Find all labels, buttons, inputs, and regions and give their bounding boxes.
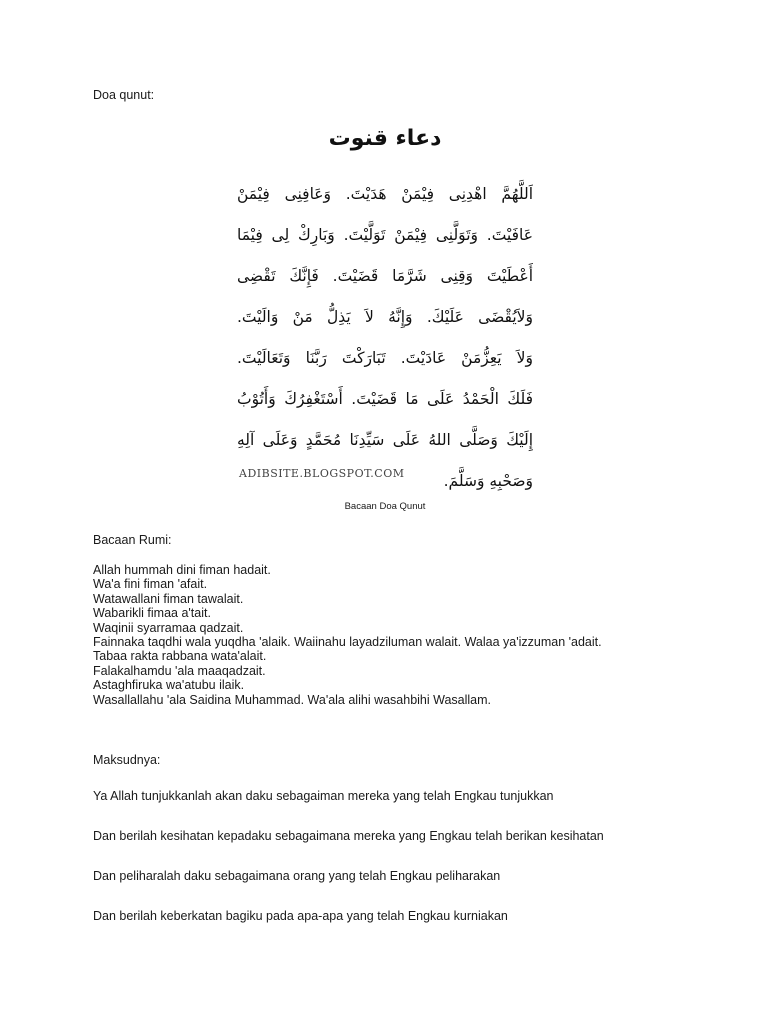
meaning-line: Dan peliharalah daku sebagaimana orang yang telah Engkau peliharakan — [93, 869, 501, 883]
arabic-line: إِلَيْكَ وَصَلَّى اللهُ عَلَى سَيِّدِنَا مُحَمَّدٍ وَعَلَى آلِهِ — [237, 431, 533, 449]
arabic-line: فَلَكَ الْحَمْدُ عَلَى مَا قَضَيْتَ. أَسْتَغْفِرُكَ وَأَتُوْبُ — [237, 390, 533, 408]
arabic-title: دعاء قنوت — [328, 126, 442, 151]
arabic-line: عَافَيْتَ. وَتَوَلَّنِى فِيْمَنْ تَوَلَّيْتَ. وَبَارِكْ لِى فِيْمَا — [237, 226, 533, 244]
meaning-line: Dan berilah keberkatan bagiku pada apa-apa yang telah Engkau kurniakan — [93, 909, 508, 923]
meaning-line: Dan berilah kesihatan kepadaku sebagaimana mereka yang Engkau telah berikan kesihatan — [93, 829, 604, 843]
rumi-line: Allah hummah dini fiman hadait. — [93, 563, 271, 577]
arabic-line: وَلاَ يَعِزُّمَنْ عَادَيْتَ. تَبَارَكْتَ رَبَّنَا وَتَعَالَيْتَ. — [237, 349, 533, 367]
rumi-heading: Bacaan Rumi: — [93, 533, 172, 547]
arabic-prayer-image — [233, 124, 537, 488]
rumi-line: Wabarikli fimaa a'tait. — [93, 606, 211, 621]
arabic-text-block — [237, 174, 533, 502]
arabic-line: اَللَّهُمَّ اهْدِنِى فِيْمَنْ هَدَيْتَ. وَعَافِنِى فِيْمَنْ — [237, 185, 533, 203]
rumi-line: Fainnaka taqdhi wala yuqdha 'alaik. Waiinahu layadziluman walait. Walaa ya'izzuman 'adait. — [93, 635, 602, 650]
rumi-line: Tabaa rakta rabbana wata'alait. — [93, 649, 267, 664]
arabic-line: وَلاَيُقْضَى عَلَيْكَ. وَإِنَّهُ لاَ يَذِلُّ مَنْ وَالَيْتَ. — [237, 308, 533, 326]
rumi-line: Waqinii syarramaa qadzait. — [93, 620, 244, 635]
image-caption: Bacaan Doa Qunut — [344, 501, 426, 512]
page-heading: Doa qunut: — [93, 88, 155, 102]
rumi-line: Astaghfiruka wa'atubu ilaik. — [93, 678, 245, 693]
rumi-line: Falakalhamdu 'ala maaqadzait. — [93, 663, 266, 678]
arabic-line: وَصَحْبِهِ وَسَلَّمَ. — [443, 472, 533, 490]
meaning-line: Ya Allah tunjukkanlah akan daku sebagaiman mereka yang telah Engkau tunjukkan — [93, 789, 554, 803]
maksud-heading: Maksudnya: — [93, 753, 161, 767]
arabic-line: أَعْطَيْتَ وَقِنِى شَرَّمَا قَضَيْتَ. فَإِنَّكَ تَقْضِى — [237, 267, 533, 285]
image-watermark: ADIBSITE.BLOGSPOT.COM — [239, 467, 405, 480]
rumi-line: Wa'a fini fiman 'afait. — [93, 577, 208, 592]
rumi-list — [93, 563, 602, 707]
rumi-line: Watawallani fiman tawalait. — [93, 591, 244, 606]
rumi-line: Wasallallahu 'ala Saidina Muhammad. Wa'ala alihi wasahbihi Wasallam. — [93, 692, 492, 707]
